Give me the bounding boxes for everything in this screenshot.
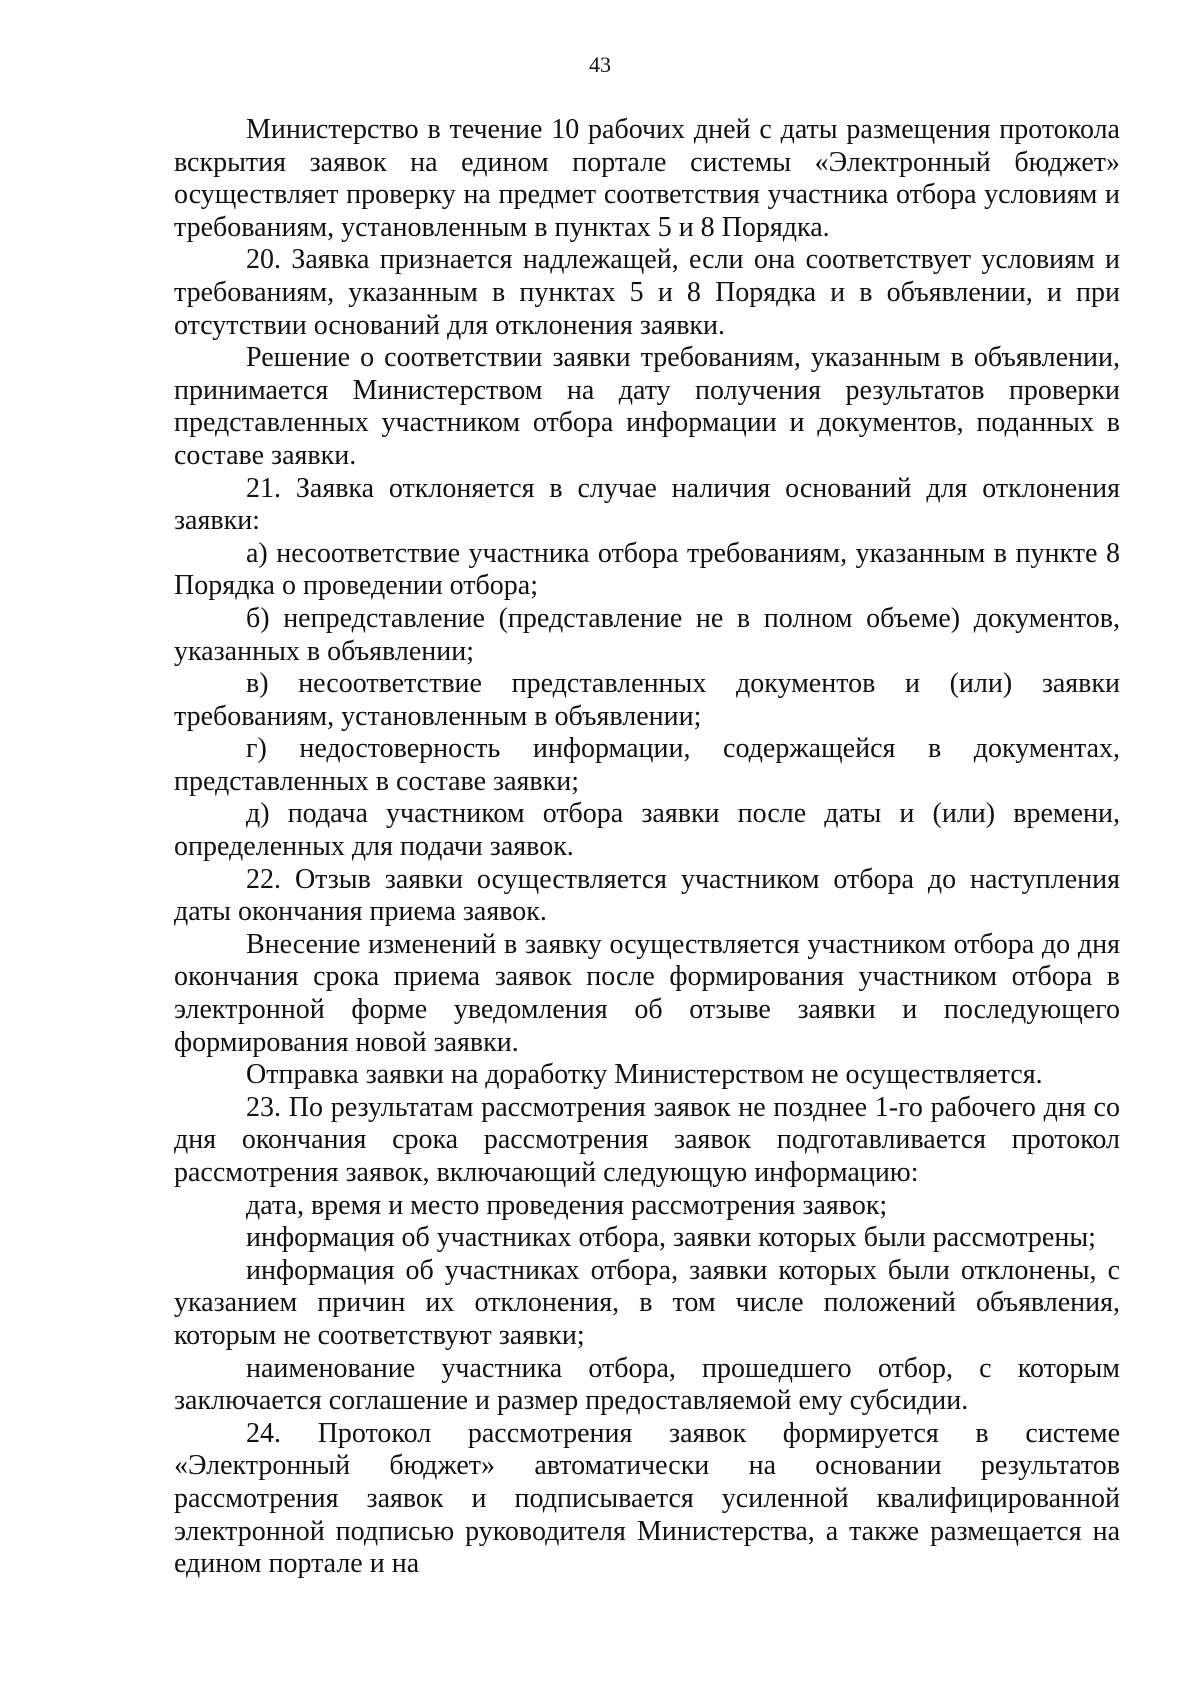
- paragraph: 21. Заявка отклоняется в случае наличия оснований для отклонения заявки:: [174, 472, 1120, 537]
- page-number: 43: [589, 52, 611, 77]
- paragraph: 23. По результатам рассмотрения заявок не позднее 1-го рабочего дня со дня окончания срока рассмотрения заявок подготавливается протокол рассмотрения заявок, включающий следующую информацию:: [174, 1091, 1120, 1188]
- paragraph: Министерство в течение 10 рабочих дней с даты размещения протокола вскрытия заявок на едином портале системы «Электронный бюджет» осуществляет проверку на предмет соответствия участника отбора условиям и требованиям, установленным в пунктах 5 и 8 Порядка.: [174, 114, 1120, 243]
- list-item: б) непредставление (представление не в полном объеме) документов, указанных в объявлении;: [174, 602, 1120, 667]
- list-item: а) несоответствие участника отбора требованиям, указанным в пункте 8 Порядка о проведении отбора;: [174, 537, 1120, 602]
- list-item: д) подача участником отбора заявки после даты и (или) времени, определенных для подачи заявок.: [174, 798, 1120, 863]
- paragraph: 20. Заявка признается надлежащей, если она соответствует условиям и требованиям, указанным в пунктах 5 и 8 Порядка и в объявлении, и при отсутствии оснований для отклонения заявки.: [174, 244, 1120, 341]
- list-item: наименование участника отбора, прошедшего отбор, с которым заключается соглашение и размер предоставляемой ему субсидии.: [174, 1352, 1120, 1417]
- list-item: дата, время и место проведения рассмотрения заявок;: [246, 1189, 888, 1221]
- paragraph: Отправка заявки на доработку Министерством не осуществляется.: [246, 1059, 1043, 1091]
- paragraph: 24. Протокол рассмотрения заявок формируется в системе «Электронный бюджет» автоматически на основании результатов рассмотрения заявок и подписывается усиленной квалифицированной электронной подписью руководителя Министерства, а также размещается на едином портале и на: [174, 1417, 1120, 1580]
- list-item: в) несоответствие представленных документов и (или) заявки требованиям, установленным в объявлении;: [174, 668, 1120, 732]
- paragraph: 22. Отзыв заявки осуществляется участником отбора до наступления даты окончания приема заявок.: [174, 863, 1120, 928]
- paragraph: Внесение изменений в заявку осуществляется участником отбора до дня окончания срока приема заявок после формирования участником отбора в электронной форме уведомления об отзыве заявки и последующего формирования новой заявки.: [174, 928, 1120, 1058]
- list-item: информация об участниках отбора, заявки которых были рассмотрены;: [246, 1222, 1096, 1254]
- paragraph: Решение о соответствии заявки требованиям, указанным в объявлении, принимается Министерством на дату получения результатов проверки представленных участником отбора информации и документов, поданных в составе заявки.: [174, 342, 1120, 471]
- list-item: г) недостоверность информации, содержащейся в документах, представленных в составе заявки;: [174, 733, 1120, 797]
- document-body: [174, 114, 1120, 1581]
- list-item: информация об участниках отбора, заявки которых были отклонены, с указанием причин их отклонения, в том числе положений объявления, которым не соответствуют заявки;: [174, 1254, 1120, 1351]
